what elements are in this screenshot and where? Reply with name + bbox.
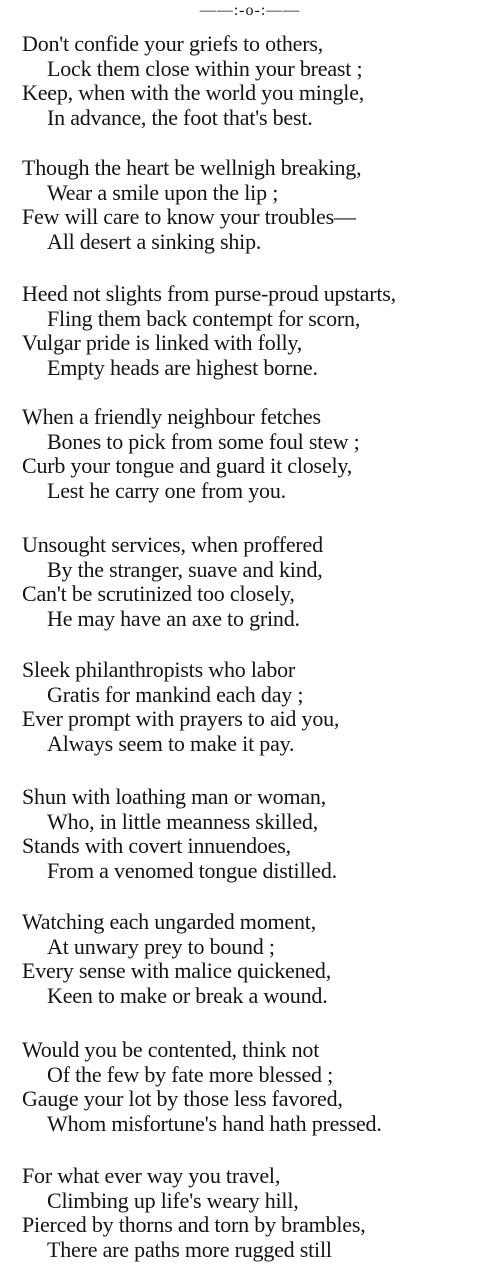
poem-line: Keen to make or break a wound. [47, 982, 328, 1008]
poem-line: At unwary prey to bound ; [47, 933, 275, 959]
poem-line: Curb your tongue and guard it closely, [22, 453, 353, 478]
poem-line: Would you be contented, think not [22, 1037, 320, 1062]
poem-line: From a venomed tongue distilled. [47, 857, 337, 883]
poem-line: Of the few by fate more blessed ; [47, 1061, 334, 1087]
stanza-6 [22, 658, 494, 756]
poem-line: Gratis for mankind each day ; [47, 681, 304, 707]
poem-line: Lest he carry one from you. [47, 477, 286, 503]
poem-line: Keep, when with the world you mingle, [22, 80, 365, 105]
poem-line: When a friendly neighbour fetches [22, 404, 321, 429]
stanza-7 [22, 785, 494, 883]
poem-line: Empty heads are highest borne. [47, 354, 318, 380]
poem-line: Climbing up life's weary hill, [47, 1187, 299, 1213]
poem-line: All desert a sinking ship. [47, 228, 262, 254]
poem-line: Shun with loathing man or woman, [22, 784, 327, 809]
poem-line: In advance, the foot that's best. [47, 104, 313, 130]
stanza-8 [22, 910, 494, 1008]
stanza-4 [22, 405, 494, 503]
poem-line: For what ever way you travel, [22, 1163, 281, 1188]
stanza-9 [22, 1038, 494, 1136]
poem-line: Don't confide your griefs to others, [22, 31, 324, 56]
poem-line: Heed not slights from purse-proud upstarts, [22, 281, 396, 306]
poem-line: Pierced by thorns and torn by brambles, [22, 1212, 366, 1237]
poem-line: Whom misfortune's hand hath pressed. [47, 1110, 382, 1136]
stanza-10 [22, 1164, 494, 1262]
poem-line: Unsought services, when proffered [22, 532, 323, 557]
poem-line: Gauge your lot by those less favored, [22, 1086, 343, 1111]
poem-line: Every sense with malice quickened, [22, 958, 332, 983]
poem-line: Lock them close within your breast ; [47, 55, 363, 81]
stanza-5 [22, 533, 494, 631]
poem-line: Can't be scrutinized too closely, [22, 581, 295, 606]
stanza-2 [22, 156, 494, 254]
poem-line: Though the heart be wellnigh breaking, [22, 155, 362, 180]
ornamental-divider: ——:-o-:—— [199, 2, 301, 19]
poem-line: Ever prompt with prayers to aid you, [22, 706, 340, 731]
poem-line: Fling them back contempt for scorn, [47, 305, 361, 331]
poem-line: Stands with covert innuendoes, [22, 833, 291, 858]
poem-line: There are paths more rugged still [47, 1236, 332, 1262]
stanza-3 [22, 282, 494, 380]
poem-line: Sleek philanthropists who labor [22, 657, 296, 682]
poem-line: Vulgar pride is linked with folly, [22, 330, 303, 355]
poem-line: Few will care to know your troubles— [22, 204, 356, 229]
poem-line: Watching each ungarded moment, [22, 909, 317, 934]
poem-line: By the stranger, suave and kind, [47, 556, 323, 582]
poem-line: Bones to pick from some foul stew ; [47, 428, 360, 454]
poem-line: Always seem to make it pay. [47, 730, 295, 756]
poem-line: Wear a smile upon the lip ; [47, 179, 279, 205]
stanza-1 [22, 32, 494, 130]
poem-line: He may have an axe to grind. [47, 605, 300, 631]
poem-line: Who, in little meanness skilled, [47, 808, 318, 834]
